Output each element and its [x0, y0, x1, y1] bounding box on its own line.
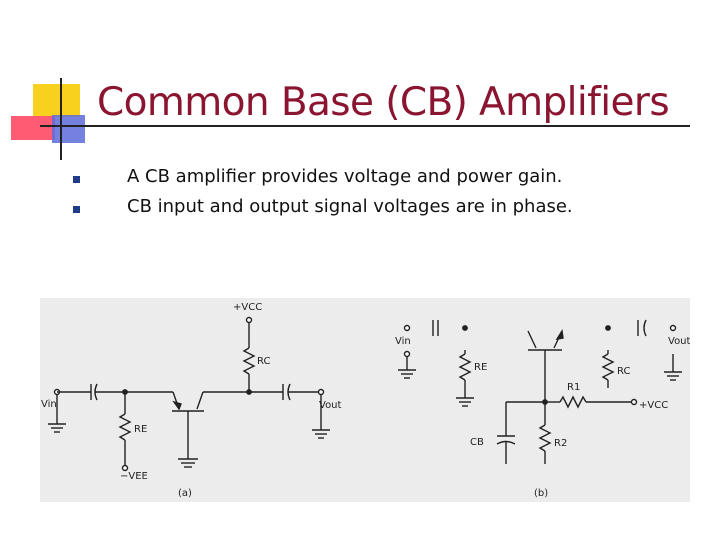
decor-yellow-square	[33, 84, 80, 117]
decor-vertical-line	[60, 78, 62, 160]
square-bullet-icon	[73, 206, 80, 213]
label-r2-b: R2	[554, 438, 568, 449]
label-re-a: RE	[134, 424, 148, 435]
bullet-text: CB input and output signal voltages are in phase.	[127, 196, 573, 217]
circuit-diagram	[40, 298, 690, 502]
label-r1-b: R1	[567, 382, 581, 393]
label-vout-a: Vout	[319, 400, 342, 411]
bullet-text: A CB amplifier provides voltage and power gain.	[127, 166, 563, 187]
label-vin-b: Vin	[395, 336, 411, 347]
label-rc-b: RC	[617, 366, 631, 377]
label-re-b: RE	[474, 362, 488, 373]
circuit-figure	[40, 298, 690, 502]
caption-a: (a)	[178, 488, 192, 499]
square-bullet-icon	[73, 176, 80, 183]
label-vee-a: −VEE	[120, 471, 148, 482]
decor-blue-square	[52, 115, 85, 143]
slide-title: Common Base (CB) Amplifiers	[97, 80, 670, 125]
label-vcc-a: +VCC	[233, 302, 263, 313]
label-cb-b: CB	[470, 437, 484, 448]
caption-b: (b)	[534, 488, 549, 499]
label-vcc-b: +VCC	[639, 400, 669, 411]
label-vin-a: Vin	[41, 399, 57, 410]
label-rc-a: RC	[257, 356, 271, 367]
label-vout-b: Vout	[668, 336, 690, 347]
decor-red-square	[11, 116, 55, 140]
